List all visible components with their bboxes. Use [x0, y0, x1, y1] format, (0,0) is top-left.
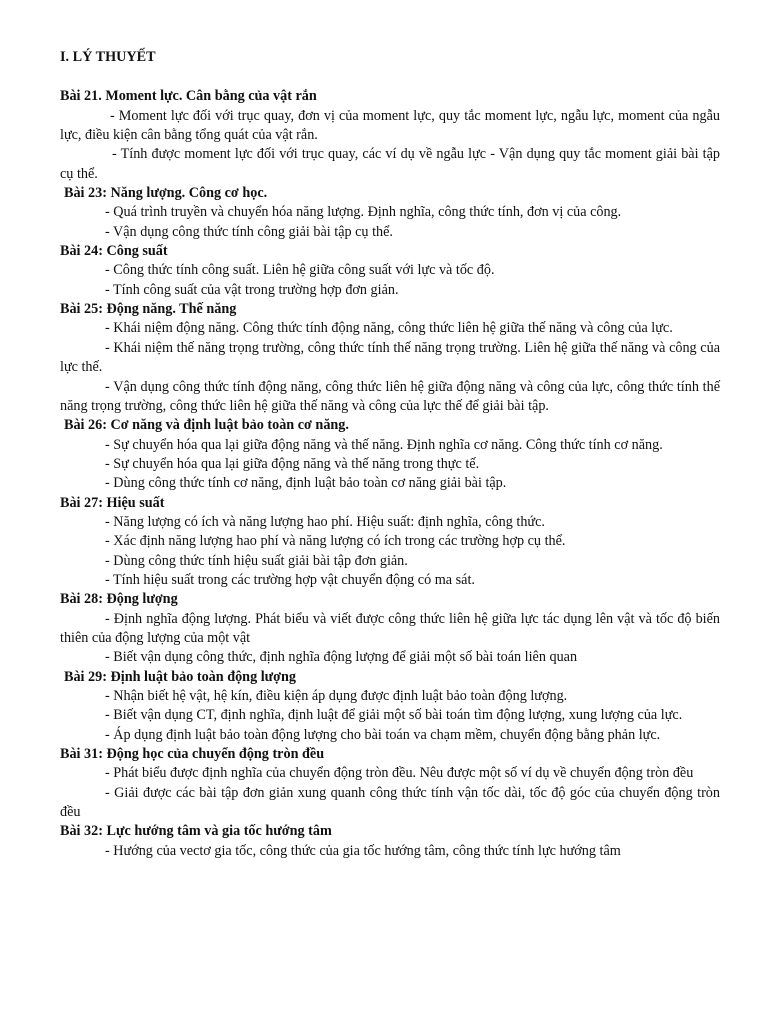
lesson-32-title: Bài 32: Lực hướng tâm và gia tốc hướng tâm [60, 823, 332, 840]
lesson-32-item-1: - Hướng của vectơ gia tốc, công thức của gia tốc hướng tâm, công thức tính lực hướng tâm [105, 842, 621, 859]
lesson-29-title: Bài 29: Định luật bảo toàn động lượng [64, 668, 297, 685]
lesson-29-item-2: - Biết vận dụng CT, định nghĩa, định luật để giải một số bài toán tìm động lượng, xung lượng của lực. [105, 707, 683, 724]
lesson-25-item-2: - Khái niệm thế năng trọng trường, công thức tính thế năng trọng trường. Liên hệ giữa thế năng và công của lực thế. [60, 339, 720, 376]
lesson-26-item-3: - Dùng công thức tính cơ năng, định luật bảo toàn cơ năng giải bài tập. [105, 475, 507, 492]
lesson-25-item-3: - Vận dụng công thức tính động năng, công thức liên hệ giữa động năng và công của lực, công thức tính thế năng trọng trường, công thức liên hệ giữa thế năng và công của lực thế để giải bài tập. [60, 378, 720, 414]
lesson-24-item-2: - Tính công suất của vật trong trường hợp đơn giản. [105, 281, 399, 298]
lesson-29-item-3: - Áp dụng định luật bảo toàn động lượng cho bài toán va chạm mềm, chuyển động bằng phản lực. [105, 726, 661, 743]
section-heading: I. LÝ THUYẾT [60, 49, 156, 65]
lesson-25-item-1: - Khái niệm động năng. Công thức tính động năng, công thức liên hệ giữa thế năng và công của lực. [105, 320, 673, 337]
lesson-28-title: Bài 28: Động lượng [60, 591, 178, 608]
lesson-27-item-1: - Năng lượng có ích và năng lượng hao phí. Hiệu suất: định nghĩa, công thức. [105, 513, 545, 530]
lesson-23-item-2: - Vận dụng công thức tính công giải bài tập cụ thể. [105, 223, 393, 240]
lesson-31-title: Bài 31: Động học của chuyển động tròn đều [60, 746, 325, 763]
lesson-26-item-2: - Sự chuyển hóa qua lại giữa động năng và thế năng trong thực tế. [105, 455, 480, 472]
lesson-21-item-2: - Tính được moment lực đối với trục quay, các ví dụ về ngẫu lực - Vận dụng quy tắc moment giải bài tập cụ thể. [60, 146, 720, 182]
lesson-29-item-1: - Nhận biết hệ vật, hệ kín, điều kiện áp dụng được định luật bảo toàn động lượng. [105, 688, 568, 704]
lesson-28-item-2: - Biết vận dụng công thức, định nghĩa động lượng để giải một số bài toán liên quan [105, 649, 578, 666]
lesson-27-item-2: - Xác định năng lượng hao phí và năng lượng có ích trong các trường hợp cụ thể. [105, 533, 566, 550]
lesson-23-item-1: - Quá trình truyền và chuyển hóa năng lượng. Định nghĩa, công thức tính, đơn vị của công. [105, 204, 622, 221]
lesson-24-title: Bài 24: Công suất [60, 243, 168, 260]
lesson-21-title: Bài 21. Moment lực. Cân bằng của vật rắn [60, 88, 317, 105]
lesson-26-title: Bài 26: Cơ năng và định luật bảo toàn cơ năng. [64, 417, 349, 434]
lesson-27-title: Bài 27: Hiệu suất [60, 494, 165, 511]
lesson-21-item-1: - Moment lực đối với trục quay, đơn vị của moment lực, quy tắc moment lực, ngẫu lực, moment của ngẫu lực, điều kiện cân bằng tổng quát của vật rắn. [60, 107, 720, 144]
lesson-26-item-1: - Sự chuyển hóa qua lại giữa động năng và thế năng. Định nghĩa cơ năng. Công thức tính cơ năng. [105, 436, 663, 453]
lesson-27-item-4: - Tính hiệu suất trong các trường hợp vật chuyển động có ma sát. [105, 571, 475, 588]
lesson-31-item-2: - Giải được các bài tập đơn giản xung quanh công thức tính vận tốc dài, tốc độ góc của chuyển động tròn đều [60, 784, 720, 821]
lesson-24-item-1: - Công thức tính công suất. Liên hệ giữa công suất với lực và tốc độ. [105, 262, 495, 279]
lesson-23-title: Bài 23: Năng lượng. Công cơ học. [64, 185, 268, 202]
lesson-27-item-3: - Dùng công thức tính hiệu suất giải bài tập đơn giản. [105, 552, 408, 569]
document-page [60, 48, 720, 861]
lesson-25-title: Bài 25: Động năng. Thế năng [60, 301, 237, 318]
lesson-31-item-1: - Phát biểu được định nghĩa của chuyển động tròn đều. Nêu được một số ví dụ về chuyển động tròn đều [105, 765, 694, 782]
lesson-28-item-1: - Định nghĩa động lượng. Phát biểu và viết được công thức liên hệ giữa lực tác dụng lên vật và tốc độ biến thiên của động lượng của một vật [60, 610, 720, 646]
